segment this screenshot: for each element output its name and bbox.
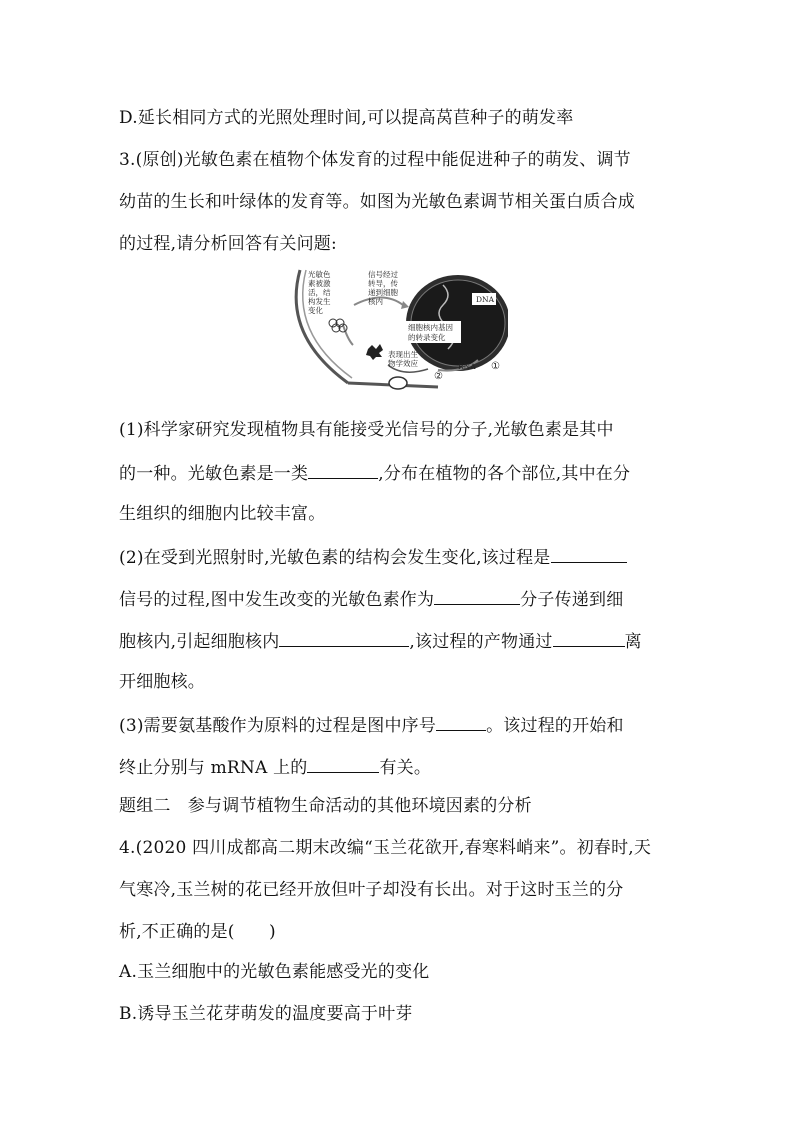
svg-text:递到细胞 [368, 287, 398, 297]
svg-text:素被激 [308, 278, 331, 288]
question-3-2-line-4: 开细胞核。 [119, 672, 205, 692]
fig-label-left-2: 素被激 [308, 279, 331, 288]
svg-text:表现出生 [388, 349, 418, 359]
question-3-2-line-3 [119, 630, 642, 652]
q3-text-b: 。该过程的开始和 [486, 716, 624, 736]
fig-label-effect-1: 表现出生 [388, 350, 418, 359]
answer-blank[interactable] [307, 756, 379, 773]
question-4-line-2: 气寒冷,玉兰树的花已经开放但叶子却没有长出。对于这时玉兰的分 [119, 880, 624, 900]
fig-label-mid-2: 转导，传 [368, 279, 398, 288]
q1-text-b: ,分布在植物的各个部位,其中在分 [378, 464, 631, 484]
fig-label-2: ② [434, 371, 443, 382]
phytochrome-diagram [288, 265, 508, 390]
fig-label-dna: DNA [476, 295, 494, 304]
q3-text-c: 终止分别与 mRNA 上的 [119, 758, 308, 778]
svg-text:构发生 [308, 296, 331, 306]
option-a: A.玉兰细胞中的光敏色素能感受光的变化 [119, 962, 430, 982]
fig-label-nucleus-1: 细胞核内基因 [408, 323, 453, 332]
svg-text:① [491, 361, 500, 372]
question-3-1-line-1: (1)科学家研究发现植物具有能接受光信号的分子,光敏色素是其中 [119, 420, 614, 440]
q2-text-f: 离 [624, 632, 642, 652]
question-3-1-line-2 [119, 462, 630, 484]
svg-text:② [434, 371, 443, 382]
svg-text:RNA [458, 362, 476, 371]
fig-label-left-1: 光敏色 [308, 270, 331, 279]
question-3-3-line-1 [119, 714, 624, 736]
fig-label-left-5: 变化 [308, 306, 323, 315]
fig-label-effect-2: 物学效应 [388, 359, 418, 368]
question-3-line-3: 的过程,请分析回答有关问题: [119, 234, 337, 254]
question-3-1-line-3: 生组织的细胞内比较丰富。 [119, 504, 326, 524]
answer-blank[interactable] [434, 588, 520, 605]
answer-blank[interactable] [308, 462, 378, 479]
svg-text:光敏色 [308, 269, 331, 279]
fig-label-rna: RNA [458, 362, 476, 371]
q3-text-a: (3)需要氨基酸作为原料的过程是图中序号 [119, 716, 437, 736]
q2-text-c: 分子传递到细 [520, 590, 624, 610]
question-3-2-line-1 [119, 546, 627, 568]
option-d-text: D.延长相同方式的光照处理时间,可以提高莴苣种子的萌发率 [119, 108, 574, 128]
q3-text-d: 有关。 [379, 758, 432, 778]
question-4-line-3: 析,不正确的是( ) [119, 922, 276, 942]
fig-label-mid-4: 核内 [368, 297, 383, 306]
answer-blank[interactable] [553, 630, 625, 647]
svg-text:细胞核内基因 [408, 322, 453, 332]
answer-blank[interactable] [551, 546, 627, 563]
question-3-line-2: 幼苗的生长和叶绿体的发育等。如图为光敏色素调节相关蛋白质合成 [119, 192, 635, 212]
q2-text-d: 胞核内,引起细胞核内 [119, 632, 280, 652]
q2-text-e: ,该过程的产物通过 [409, 632, 553, 652]
q2-text-b: 信号的过程,图中发生改变的光敏色素作为 [119, 590, 435, 610]
q1-text-a: 的一种。光敏色素是一类 [119, 464, 309, 484]
svg-text:变化 [308, 305, 323, 315]
svg-text:DNA [476, 295, 495, 304]
question-3-line-1: 3.(原创)光敏色素在植物个体发育的过程中能促进种子的萌发、调节 [119, 150, 631, 170]
fig-label-mid-1: 信号经过 [368, 270, 398, 279]
answer-blank[interactable] [279, 630, 409, 647]
svg-text:信号经过 [368, 269, 398, 279]
fig-label-left-3: 活，结 [308, 288, 331, 297]
fig-label-1: ① [491, 361, 500, 372]
question-3-2-line-2 [119, 588, 623, 610]
fig-label-nucleus-2: 的转录变化 [408, 333, 446, 342]
svg-text:物学效应 [388, 358, 418, 368]
option-b: B.诱导玉兰花芽萌发的温度要高于叶芽 [119, 1004, 413, 1024]
question-3-3-line-2 [119, 756, 431, 778]
group-2-heading: 题组二 参与调节植物生命活动的其他环境因素的分析 [119, 796, 532, 816]
svg-text:的转录变化 [408, 332, 446, 342]
question-4-line-1: 4.(2020 四川成都高二期末改编“玉兰花欲开,春寒料峭来”。初春时,天 [119, 838, 652, 858]
svg-text:核内 [368, 296, 383, 306]
fig-label-mid-3: 递到细胞 [368, 288, 398, 297]
answer-blank[interactable] [436, 714, 486, 731]
fig-label-left-4: 构发生 [308, 297, 331, 306]
q2-text-a: (2)在受到光照射时,光敏色素的结构会发生变化,该过程是 [119, 548, 551, 568]
